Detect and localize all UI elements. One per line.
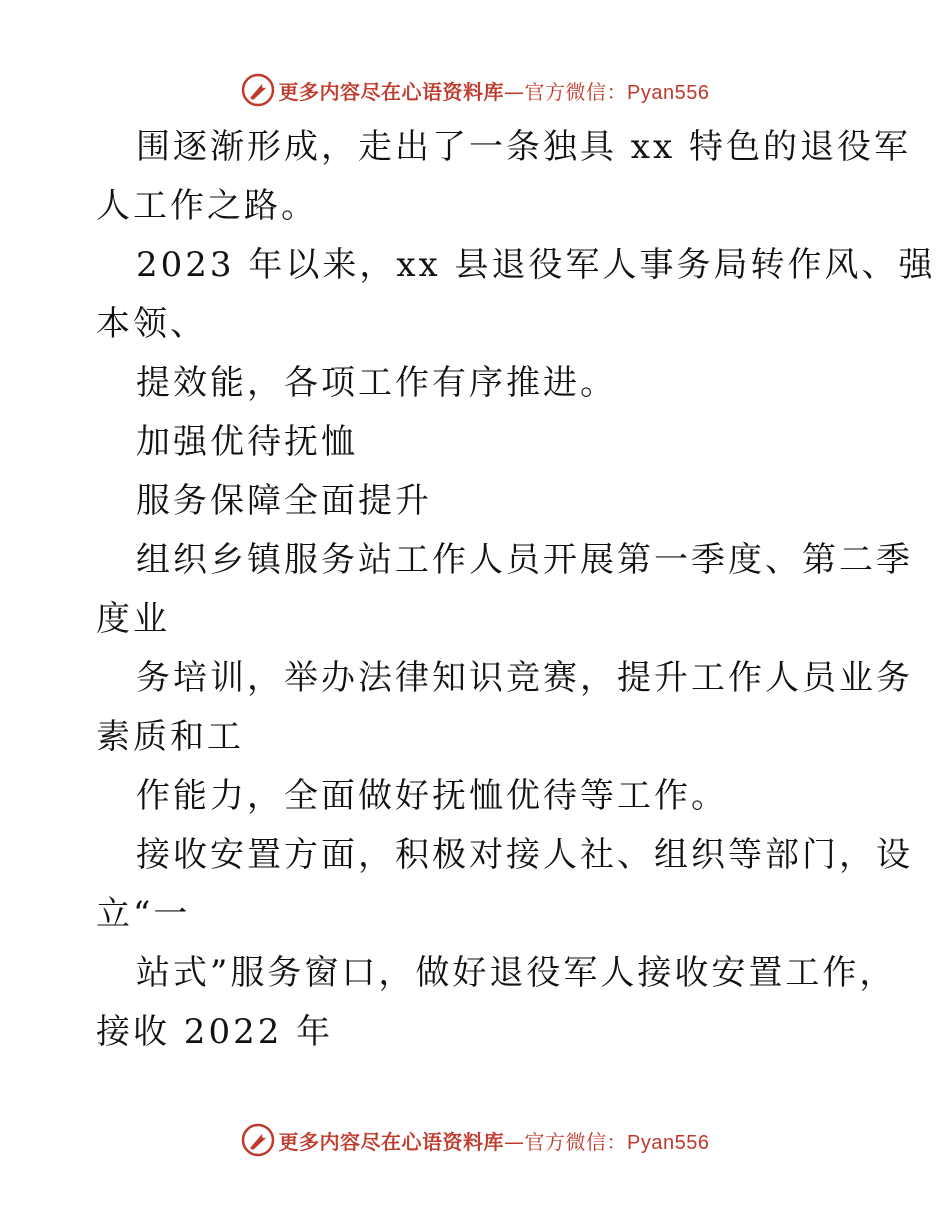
text-line: 组织乡镇服务站工作人员开展第一季度、第二季 xyxy=(136,540,913,580)
watermark-wechat-id: Pyan556 xyxy=(627,1131,710,1154)
text-line: 本领、 xyxy=(96,304,207,344)
text-line: 2023 年以来，xx 县退役军人事务局转作风、强 xyxy=(136,245,936,285)
watermark-wechat-id: Pyan556 xyxy=(627,81,710,104)
pen-nib-logo-icon xyxy=(241,73,275,107)
header-watermark xyxy=(0,70,950,110)
text-line: 围逐渐形成，走出了一条独具 xx 特色的退役军 xyxy=(136,127,911,167)
pen-nib-logo-icon xyxy=(241,1123,275,1157)
text-line: 作能力，全面做好抚恤优待等工作。 xyxy=(136,776,728,816)
text-line: 接收 2022 年 xyxy=(96,1012,334,1052)
watermark-separator: — xyxy=(504,79,525,104)
text-line: 素质和工 xyxy=(96,717,244,757)
text-line: 度业 xyxy=(96,599,170,639)
watermark-separator: — xyxy=(504,1129,525,1154)
watermark-main: 更多内容尽在心语资料库 xyxy=(278,79,505,104)
watermark-wechat-label: 官方微信： xyxy=(524,1129,628,1154)
text-line: 立“一 xyxy=(96,894,191,934)
text-line: 接收安置方面，积极对接人社、组织等部门，设 xyxy=(136,835,913,875)
text-line: 站式”服务窗口，做好退役军人接收安置工作， xyxy=(136,953,897,993)
watermark-main: 更多内容尽在心语资料库 xyxy=(278,1129,505,1154)
watermark-wechat-label: 官方微信： xyxy=(524,79,628,104)
text-line: 人工作之路。 xyxy=(96,186,318,226)
watermark-text xyxy=(279,76,710,105)
text-line: 提效能，各项工作有序推进。 xyxy=(136,363,617,403)
watermark-text xyxy=(279,1126,710,1155)
text-line: 务培训，举办法律知识竞赛，提升工作人员业务 xyxy=(136,658,913,698)
footer-watermark xyxy=(0,1120,950,1160)
text-line: 加强优待抚恤 xyxy=(136,422,358,462)
document-body xyxy=(96,118,936,1062)
text-line: 服务保障全面提升 xyxy=(136,481,432,521)
